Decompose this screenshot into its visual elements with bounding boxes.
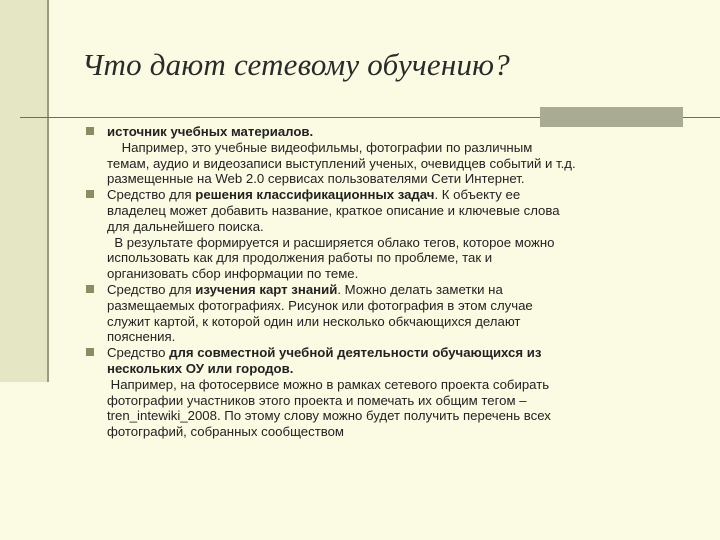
bullet-text-line: [107, 393, 666, 409]
bullet-item: [86, 282, 666, 345]
text: Средство для: [107, 281, 196, 297]
bullet-text-line: [107, 235, 666, 251]
left-decor-band: [0, 0, 47, 382]
square-bullet-icon: [86, 127, 94, 135]
bullet-item: [86, 345, 666, 440]
bullet-item: [86, 187, 666, 282]
text: пояснения.: [107, 329, 176, 345]
bullet-text-line: [107, 408, 666, 424]
left-decor-rule: [47, 0, 49, 382]
text: В результате формируется и расширяется облако тегов, которое можно: [107, 234, 555, 250]
bullet-text-line: [107, 345, 666, 361]
square-bullet-icon: [86, 348, 94, 356]
bullet-text-line: [107, 140, 666, 156]
bold-text: изучения карт знаний: [195, 281, 338, 297]
bullet-text-line: [107, 282, 666, 298]
bullet-text-line: [107, 219, 666, 235]
bold-text: решения классификационных задач: [195, 187, 435, 203]
bullet-text-line: [107, 329, 666, 345]
bullet-text-line: [107, 361, 666, 377]
bullet-text-line: [107, 124, 666, 140]
text: Средство: [107, 345, 170, 361]
text: . К объекту ее: [434, 187, 521, 203]
text: фотографий, собранных сообществом: [107, 424, 345, 440]
bullet-text-line: [107, 203, 666, 219]
text: для дальнейшего поиска.: [107, 218, 264, 234]
text: владелец может добавить название, краткое описание и ключевые слова: [107, 202, 560, 218]
text: Средство для: [107, 187, 196, 203]
text: размещенные на Web 2.0 сервисах пользователями Сети Интернет.: [107, 171, 525, 187]
bold-text: источник учебных материалов.: [107, 124, 314, 139]
slide-title: Что дают сетевому обучению?: [82, 47, 510, 82]
bullet-item: [86, 124, 666, 187]
text: темам, аудио и видеозаписи выступлений ученых, очевидцев событий и т.д.: [107, 155, 576, 171]
bullet-text-line: [107, 314, 666, 330]
square-bullet-icon: [86, 190, 94, 198]
bullet-text-line: [107, 187, 666, 203]
text: Например, на фотосервисе можно в рамках сетевого проекта собирать: [107, 376, 550, 392]
text: организовать сбор информации по теме.: [107, 266, 359, 282]
bullet-text-line: [107, 250, 666, 266]
bullet-text-line: [107, 424, 666, 440]
text: использовать как для продолжения работы по проблеме, так и: [107, 250, 493, 266]
text: Например, это учебные видеофильмы, фотографии по различным: [107, 139, 533, 155]
bullet-text-line: [107, 298, 666, 314]
bullet-text-line: [107, 156, 666, 172]
text: фотографии участников этого проекта и помечать их общим тегом –: [107, 392, 527, 408]
text: . Можно делать заметки на: [337, 281, 503, 297]
bullet-text-line: [107, 171, 666, 187]
bullet-text-line: [107, 266, 666, 282]
bullet-list: [86, 124, 666, 440]
square-bullet-icon: [86, 285, 94, 293]
bold-text: нескольких ОУ или городов.: [107, 360, 294, 376]
text: служит картой, к которой один или несколько обкчающихся делают: [107, 313, 521, 329]
bullet-text-line: [107, 377, 666, 393]
text: размещаемых фотографиях. Рисунок или фотография в этом случае: [107, 297, 533, 313]
text: tren_intewiki_2008. По этому слову можно будет получить перечень всех: [107, 408, 551, 424]
bold-text: для совместной учебной деятельности обучающихся из: [169, 345, 542, 361]
